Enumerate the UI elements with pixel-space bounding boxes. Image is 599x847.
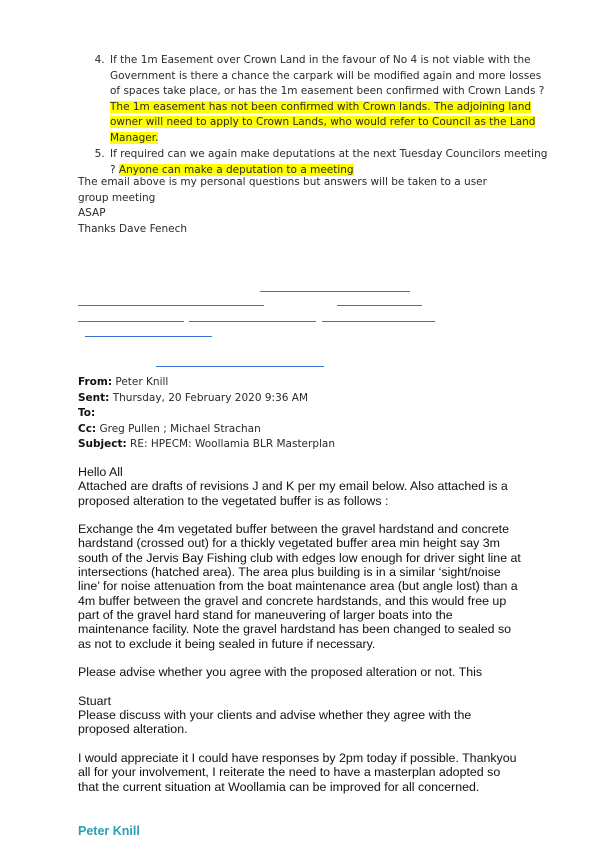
redacted-link-line[interactable]	[260, 291, 410, 292]
note-line-1: The email above is my personal questions but answers will be taken to a user group meeting	[78, 176, 487, 204]
question-4-text: If the 1m Easement over Crown Land in the favour of No 4 is not viable with the Government is there a chance the carpark will be modified again and more losses of spaces take place, or has the 1m easement been confirmed with Crown Lands ?	[110, 54, 545, 97]
question-5-answer: Anyone can make a deputation to a meeting	[118, 163, 354, 176]
email-header	[78, 375, 518, 453]
question-list	[78, 53, 548, 179]
sender-note	[78, 175, 518, 237]
redacted-link-line[interactable]	[78, 321, 184, 322]
question-4	[108, 53, 548, 146]
header-to: To:	[78, 407, 96, 419]
paragraph-attachments: Attached are drafts of revisions J and K per my email below. Also attached is a proposed alteration to the vegetated buffer is as follows :	[78, 479, 508, 508]
paragraph-discuss: Please discuss with your clients and advise whether they agree with the proposed alteration.	[78, 708, 472, 737]
header-from: From: Peter Knill	[78, 376, 169, 388]
header-sent: Sent: Thursday, 20 February 2020 9:36 AM	[78, 391, 309, 404]
paragraph-proposal: Exchange the 4m vegetated buffer between the gravel hardstand and concrete hardstand (crossed out) for a thickly vegetated buffer area min height say 3m south of the Jervis Bay Fishing club with edges low enough for driver sight line at intersections (hatched area). The area plus building is in a similar ‘sight/noise line’ for noise attenuation from the boat maintenance area (but angle lost) than a 4m buffer between the gravel and concrete hardstands, and this would free up part of the gravel hard stand for maneuvering of larger boats into the maintenance facility. Note the gravel hardstand has been changed to sealed so as not to exclude it being sealed in future if necessary.	[78, 522, 521, 651]
note-line-2: ASAP	[78, 207, 106, 219]
redacted-link-line[interactable]	[156, 366, 324, 367]
signature: Peter Knill	[78, 824, 140, 838]
paragraph-closing: I would appreciate it I could have responses by 2pm today if possible. Thankyou all for your involvement, I reiterate the need to have a masterplan adopted so that the current situation at Woollamia can be improved for all concerned.	[78, 750, 517, 794]
header-subject: Subject: RE: HPECM: Woollamia BLR Masterplan	[78, 438, 336, 450]
redacted-link-line[interactable]	[189, 321, 316, 322]
paragraph-advise: Please advise whether you agree with the proposed alteration or not. This	[78, 665, 483, 680]
note-line-3: Thanks Dave Fenech	[78, 222, 188, 235]
redacted-link-line[interactable]	[322, 321, 435, 322]
email-body	[78, 465, 523, 808]
redacted-link-line[interactable]	[337, 305, 422, 306]
greeting: Hello All	[78, 465, 123, 479]
redacted-link-line[interactable]	[85, 336, 212, 337]
question-5	[108, 147, 548, 178]
addressee: Stuart	[78, 693, 112, 708]
redacted-link-line[interactable]	[78, 305, 264, 306]
question-4-answer: The 1m easement has not been confirmed with Crown lands. The adjoining land owner will need to apply to Crown Lands, who would refer to Council as the Land Manager.	[110, 100, 536, 144]
question-5-text: If required can we again make deputations at the next Tuesday Councilors meeting ?	[110, 148, 548, 176]
header-cc: Cc: Greg Pullen ; Michael Strachan	[78, 422, 261, 435]
